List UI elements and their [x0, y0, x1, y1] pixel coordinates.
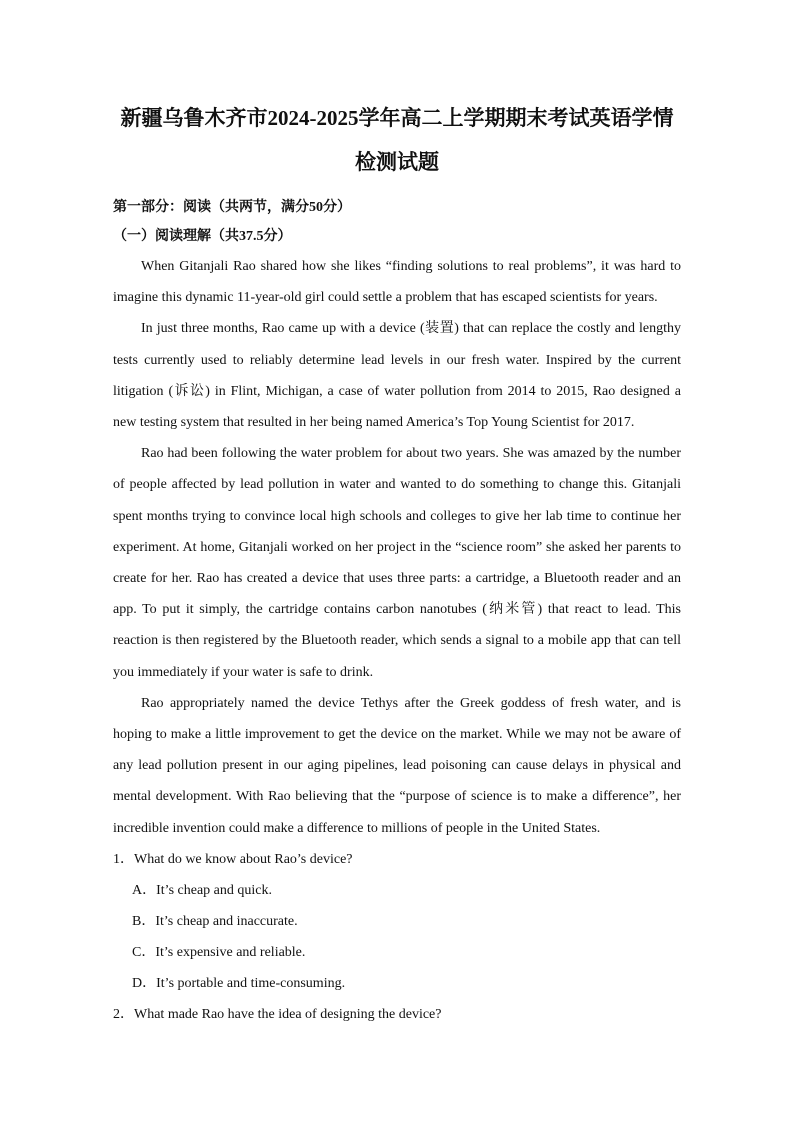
answer-option-d: [113, 968, 681, 999]
option-text: It’s portable and time-consuming.: [156, 975, 346, 991]
answer-option-b: [113, 906, 681, 937]
exam-title: [113, 96, 681, 184]
option-letter: C．: [132, 944, 156, 960]
exam-title-line-2: 检测试题: [355, 150, 439, 174]
option-text: It’s cheap and inaccurate.: [155, 913, 298, 929]
question-stem: [113, 844, 681, 875]
question-number: 2．: [113, 1006, 134, 1022]
question-number: 1．: [113, 851, 134, 867]
section-heading: （一）阅读理解（共37.5分）: [113, 229, 292, 244]
question-2: [113, 999, 681, 1030]
exam-title-line-1: 新疆乌鲁木齐市2024-2025学年高二上学期期末考试英语学情: [120, 106, 674, 130]
option-text: It’s cheap and quick.: [156, 882, 272, 898]
passage-paragraph: In just three months, Rao came up with a device (装置) that can replace the costly and lengthy tests currently used to reliably determine lead levels in our fresh water. Inspired by the current litigation (诉讼) in Flint, Michigan, a case of water pollution from 2014 to 2015, Rao designed a new testing system that resulted in her being named America’s Top Young Scientist for 2017.: [113, 321, 681, 431]
passage-paragraph: When Gitanjali Rao shared how she likes “finding solutions to real problems”, it was hard to imagine this dynamic 11-year-old girl could settle a problem that has escaped scientists for years.: [113, 259, 681, 306]
passage-paragraph: Rao had been following the water problem for about two years. She was amazed by the number of people affected by lead pollution in water and wanted to do something to change this. Gitanjali spent months trying to convince local high schools and colleges to give her lab time to continue her experiment. At home, Gitanjali worked on her project in the “science room” she asked her parents to create for her. Rao has created a device that uses three parts: a cartridge, a Bluetooth reader and an app. To put it simply, the cartridge contains carbon nanotubes (纳米管) that react to lead. This reaction is then registered by the Bluetooth reader, which sends a signal to a mobile app that can tell you immediately if your water is safe to drink.: [113, 446, 681, 680]
option-text: It’s expensive and reliable.: [155, 944, 306, 960]
option-letter: D．: [132, 975, 157, 991]
question-1: [113, 844, 681, 999]
answer-option-a: [113, 875, 681, 906]
passage-paragraph: Rao appropriately named the device Tethys after the Greek goddess of fresh water, and is hoping to make a little improvement to get the device on the market. While we may not be aware of any lead pollution present in our aging pipelines, lead poisoning can cause delays in physical and mental development. With Rao believing that the “purpose of science is to make a difference”, her incredible invention could make a difference to millions of people in the United States.: [113, 695, 681, 836]
part-heading: 第一部分：阅读（共两节，满分50分）: [113, 200, 351, 215]
question-stem: [113, 999, 681, 1030]
answer-option-c: [113, 937, 681, 968]
question-text: What made Rao have the idea of designing the device?: [134, 1006, 442, 1022]
question-text: What do we know about Rao’s device?: [134, 851, 353, 867]
option-letter: A．: [132, 882, 157, 898]
option-letter: B．: [132, 913, 156, 929]
